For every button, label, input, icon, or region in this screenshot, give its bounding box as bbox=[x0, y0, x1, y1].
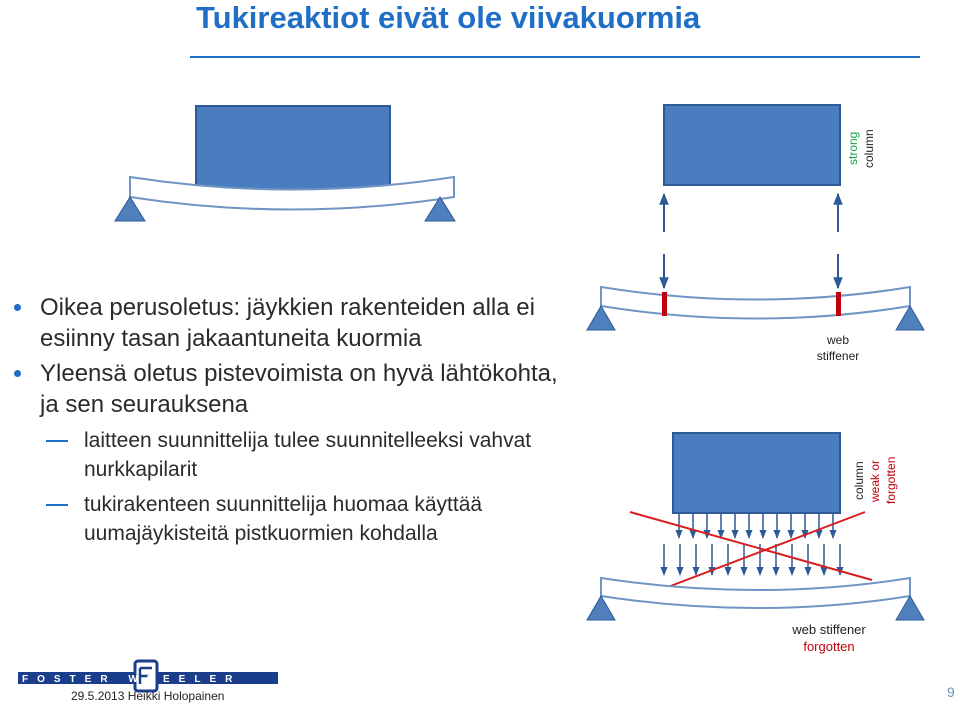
sub-bullet-text: laitteen suunnittelija tulee suunnitelleeksi vahvat nurkkapilarit bbox=[84, 429, 532, 481]
footer-date: 29.5.2013 Heikki Holopainen bbox=[71, 689, 225, 703]
bullet-text: Oikea perusoletus: jäykkien rakenteiden alla ei esiinny tasan jakaantuneita kuormia bbox=[40, 294, 535, 352]
slide-title: Tukireaktiot eivät ole viivakuormia bbox=[196, 0, 701, 35]
support-right-icon bbox=[896, 306, 924, 330]
web-stiffener-forgotten-line2: forgotten bbox=[803, 639, 855, 654]
support-left-icon bbox=[115, 197, 145, 221]
beam-bottom bbox=[601, 578, 910, 608]
column-label-top: column bbox=[862, 129, 876, 168]
logo-text: FOSTER WHEELER bbox=[22, 674, 242, 685]
weak-or-label: weak or bbox=[868, 459, 882, 502]
web-stiffener-label-line2: stiffener bbox=[816, 349, 860, 363]
page-number: 9 bbox=[947, 684, 955, 700]
web-stiffener-right bbox=[836, 292, 841, 316]
bullet-text: Yleensä oletus pistevoimista on hyvä lähtökohta, ja sen seurauksena bbox=[40, 360, 558, 418]
web-stiffener-label-line1: web bbox=[826, 333, 850, 347]
support-left-icon bbox=[587, 306, 615, 330]
load-block bbox=[196, 106, 390, 198]
strong-label: strong bbox=[846, 131, 860, 165]
beam-with-stiffeners bbox=[601, 287, 910, 319]
support-left-icon bbox=[587, 596, 615, 620]
web-stiffener-forgotten-line1: web stiffener bbox=[792, 622, 866, 637]
sub-bullet-text: tukirakenteen suunnittelija huomaa käyttää uumajäykisteitä pistkuormien kohdalla bbox=[84, 493, 483, 545]
forgotten-label: forgotten bbox=[884, 456, 898, 504]
web-stiffener-left bbox=[662, 292, 667, 316]
foster-wheeler-logo bbox=[18, 661, 278, 691]
equipment-block-weak bbox=[673, 433, 840, 513]
column-label-mid: column bbox=[852, 461, 866, 500]
distributed-load-arrows bbox=[664, 514, 840, 575]
equipment-block-strong bbox=[664, 105, 840, 185]
support-right-icon bbox=[896, 596, 924, 620]
